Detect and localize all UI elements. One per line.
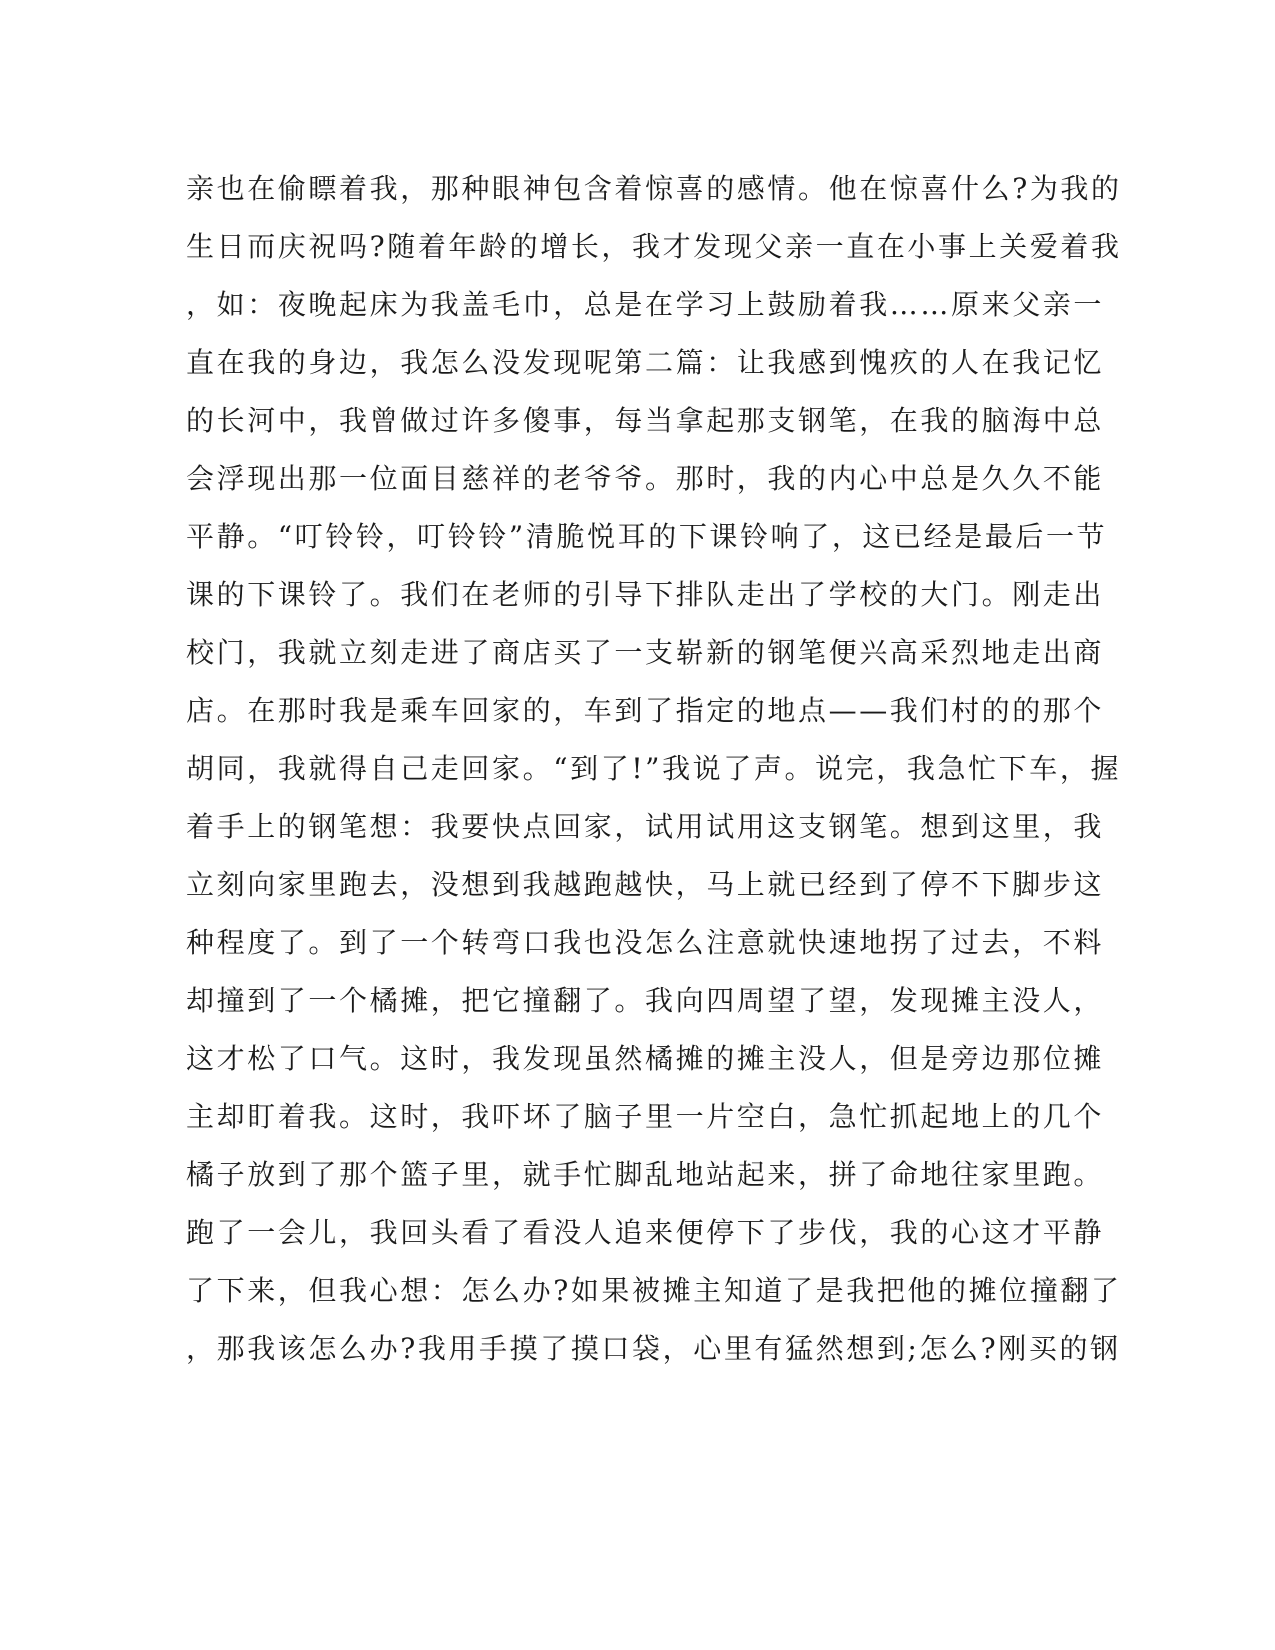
- text-line: 平静。“叮铃铃，叮铃铃”清脆悦耳的下课铃响了，这已经是最后一节: [186, 520, 1108, 553]
- text-line: 会浮现出那一位面目慈祥的老爷爷。那时，我的内心中总是久久不能: [186, 462, 1105, 495]
- text-line: 立刻向家里跑去，没想到我越跑越快，马上就已经到了停不下脚步这: [186, 868, 1105, 901]
- text-line: ，那我该怎么办?我用手摸了摸口袋，心里有猛然想到;怎么?刚买的钢: [186, 1332, 1121, 1365]
- text-line: 直在我的身边，我怎么没发现呢第二篇：让我感到愧疚的人在我记忆: [186, 346, 1105, 379]
- text-line: 这才松了口气。这时，我发现虽然橘摊的摊主没人，但是旁边那位摊: [186, 1042, 1105, 1075]
- text-line: ，如：夜晚起床为我盖毛巾，总是在学习上鼓励着我……原来父亲一: [186, 288, 1105, 321]
- text-line: 种程度了。到了一个转弯口我也没怎么注意就快速地拐了过去，不料: [186, 926, 1105, 959]
- text-line: 主却盯着我。这时，我吓坏了脑子里一片空白，急忙抓起地上的几个: [186, 1100, 1105, 1133]
- text-line: 生日而庆祝吗?随着年龄的增长，我才发现父亲一直在小事上关爱着我: [186, 230, 1122, 263]
- text-line: 校门，我就立刻走进了商店买了一支崭新的钢笔便兴高采烈地走出商: [186, 636, 1105, 669]
- text-line: 跑了一会儿，我回头看了看没人追来便停下了步伐，我的心这才平静: [186, 1216, 1105, 1249]
- text-line: 橘子放到了那个篮子里，就手忙脚乱地站起来，拼了命地往家里跑。: [186, 1158, 1105, 1191]
- text-line: 着手上的钢笔想：我要快点回家，试用试用这支钢笔。想到这里，我: [186, 810, 1105, 843]
- body-text: [186, 160, 1122, 1378]
- text-line: 的长河中，我曾做过许多傻事，每当拿起那支钢笔，在我的脑海中总: [186, 404, 1105, 437]
- text-line: 店。在那时我是乘车回家的，车到了指定的地点——我们村的的那个: [186, 694, 1105, 727]
- text-line: 胡同，我就得自己走回家。“到了!”我说了声。说完，我急忙下车，握: [186, 752, 1122, 785]
- text-line: 亲也在偷瞟着我，那种眼神包含着惊喜的感情。他在惊喜什么?为我的: [186, 172, 1122, 205]
- text-line: 却撞到了一个橘摊，把它撞翻了。我向四周望了望，发现摊主没人，: [186, 984, 1105, 1017]
- text-line: 了下来，但我心想：怎么办?如果被摊主知道了是我把他的摊位撞翻了: [186, 1274, 1122, 1307]
- text-line: 课的下课铃了。我们在老师的引导下排队走出了学校的大门。刚走出: [186, 578, 1105, 611]
